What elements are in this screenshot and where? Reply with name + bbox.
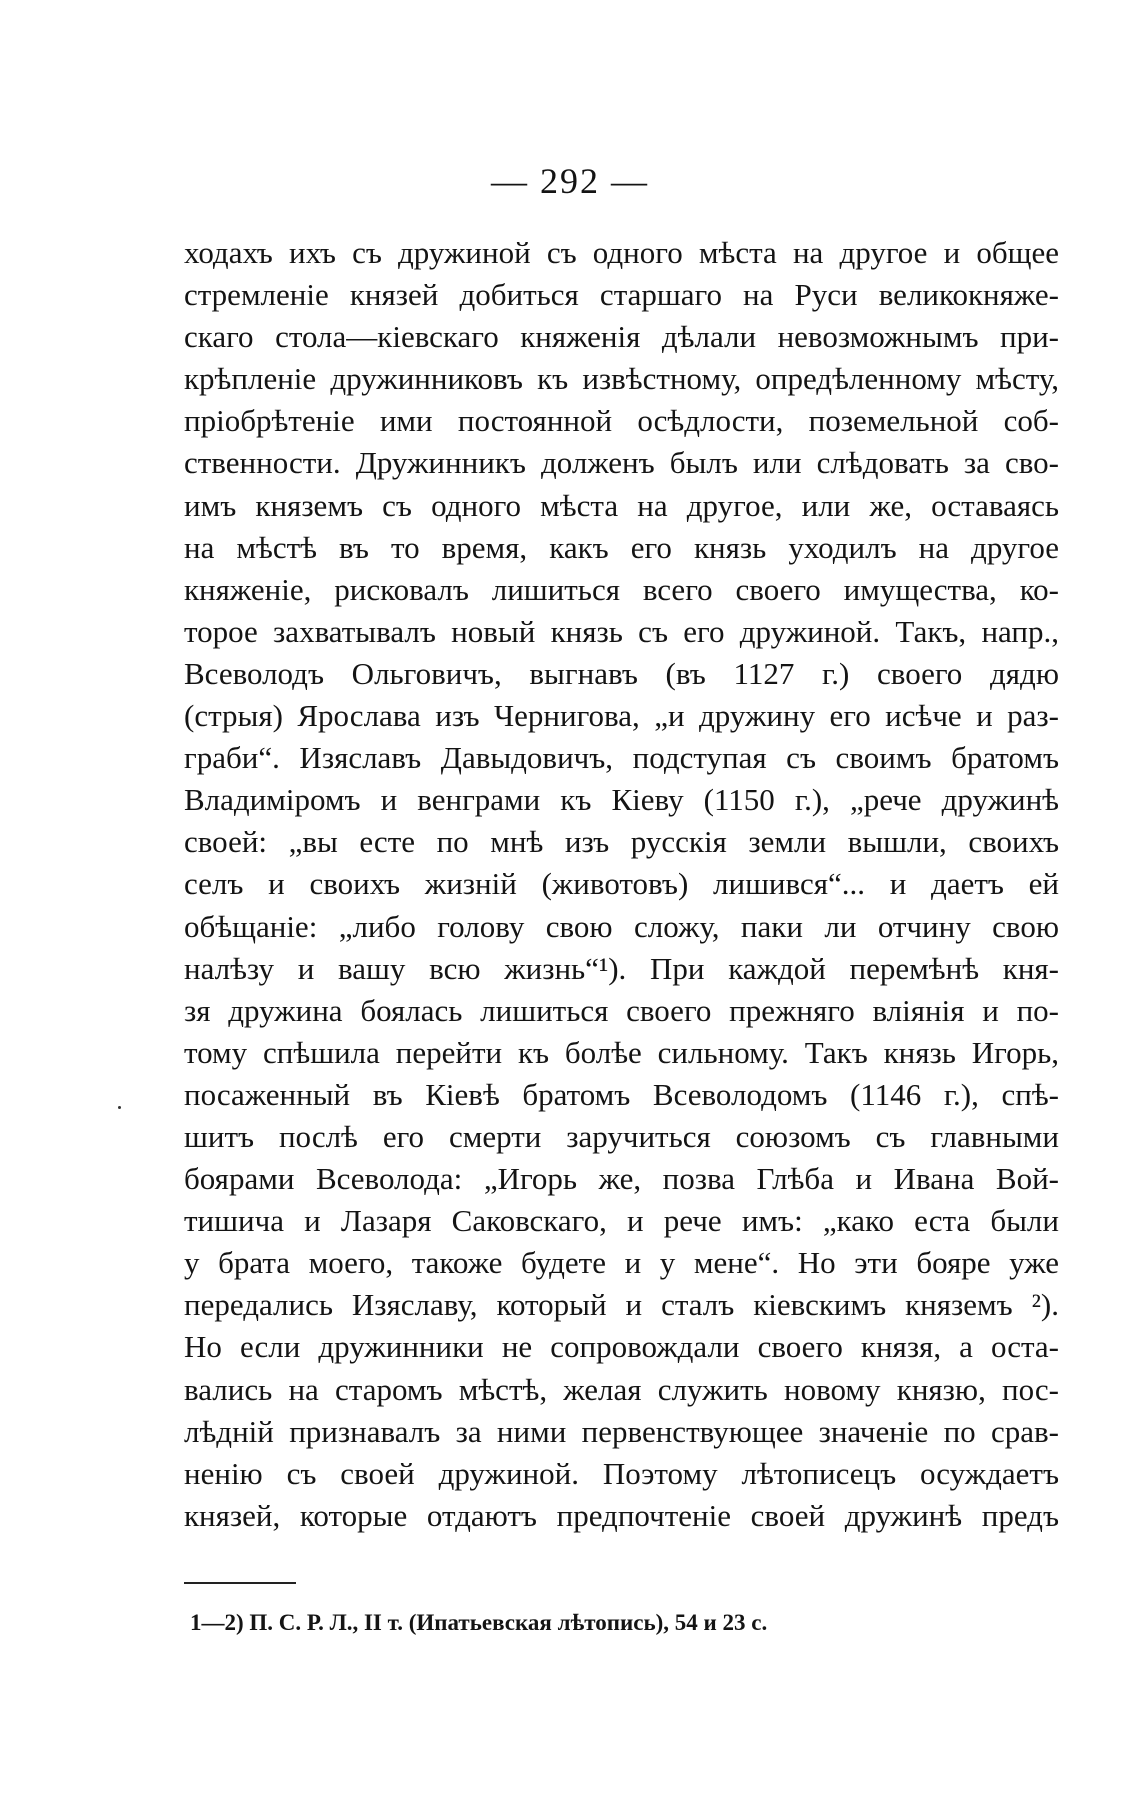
text-line: посаженный въ Кіевѣ братомъ Всеволодомъ (1146 г.), спѣ- xyxy=(184,1076,1059,1112)
page-number: — 292 — xyxy=(491,161,649,201)
text-line: ненію съ своей дружиной. Поэтому лѣтописецъ осуждаетъ xyxy=(184,1455,1059,1491)
text-line: своей: „вы есте по мнѣ изъ русскія земли вышли, своихъ xyxy=(184,824,1059,860)
text-line: ственности. Дружинникъ долженъ былъ или слѣдовать за сво- xyxy=(184,445,1059,481)
text-line: стремленіе князей добиться старшаго на Руси великокняже- xyxy=(184,277,1059,313)
text-line: княженіе, рисковалъ лишиться всего своего имущества, ко- xyxy=(184,571,1059,607)
print-speck xyxy=(118,1106,121,1109)
text-line: лѣдній признавалъ за ними первенствующее значеніе по срав- xyxy=(184,1413,1059,1449)
footnote: 1—2) П. С. Р. Л., II т. (Ипатьевская лѣтопись), 54 и 23 с. xyxy=(190,1610,768,1635)
text-line: тому спѣшила перейти къ болѣе сильному. Такъ князь Игорь, xyxy=(184,1034,1059,1070)
text-line: Всеволодъ Ольговичъ, выгнавъ (въ 1127 г.) своего дядю xyxy=(184,655,1059,691)
text-line: Владиміромъ и венграми къ Кіеву (1150 г.), „рече дружинѣ xyxy=(184,782,1059,818)
text-line: селъ и своихъ жизній (животовъ) лишився“... и даетъ ей xyxy=(184,866,1059,902)
text-line: тишича и Лазаря Саковскаго, и рече имъ: „како еста были xyxy=(184,1203,1059,1239)
text-line: зя дружина боялась лишиться своего прежняго вліянія и по- xyxy=(184,992,1059,1028)
text-line: вались на старомъ мѣстѣ, желая служить новому князю, пос- xyxy=(184,1371,1059,1407)
text-line: налѣзу и вашу всю жизнь“¹). При каждой перемѣнѣ кня- xyxy=(184,950,1059,986)
text-line: на мѣстѣ въ то время, какъ его князь уходилъ на другое xyxy=(184,529,1059,565)
text-line: ходахъ ихъ съ дружиной съ одного мѣста на другое и общее xyxy=(184,235,1059,270)
body-text xyxy=(184,232,1059,1537)
text-line: крѣпленіе дружинниковъ къ извѣстному, опредѣленному мѣсту, xyxy=(184,361,1059,397)
footnote-divider xyxy=(184,1582,296,1584)
text-line: боярами Всеволода: „Игорь же, позва Глѣба и Ивана Вой- xyxy=(184,1161,1059,1197)
text-line: пріобрѣтеніе ими постоянной осѣдлости, поземельной соб- xyxy=(184,403,1059,439)
text-line: князей, которые отдаютъ предпочтеніе своей дружинѣ предъ xyxy=(184,1497,1059,1533)
text-line: торое захватывалъ новый князь съ его дружиной. Такъ, напр., xyxy=(184,613,1059,649)
text-line: (стрыя) Ярослава изъ Чернигова, „и дружину его исѣче и раз- xyxy=(184,698,1059,734)
text-line: Но если дружинники не сопровождали своего князя, а оста- xyxy=(184,1329,1059,1365)
text-line: передались Изяславу, который и сталъ кіевскимъ княземъ ²). xyxy=(184,1287,1059,1323)
text-line: граби“. Изяславъ Давыдовичъ, подступая съ своимъ братомъ xyxy=(184,740,1059,776)
text-line: шитъ послѣ его смерти заручиться союзомъ съ главными xyxy=(184,1118,1059,1154)
text-line: имъ княземъ съ одного мѣста на другое, или же, оставаясь xyxy=(184,487,1059,523)
text-line: скаго стола—кіевскаго княженія дѣлали невозможнымъ при- xyxy=(184,319,1059,355)
text-line: обѣщаніе: „либо голову свою сложу, паки ли отчину свою xyxy=(184,908,1059,944)
text-line: у брата моего, такоже будете и у мене“. Но эти бояре уже xyxy=(184,1245,1059,1281)
